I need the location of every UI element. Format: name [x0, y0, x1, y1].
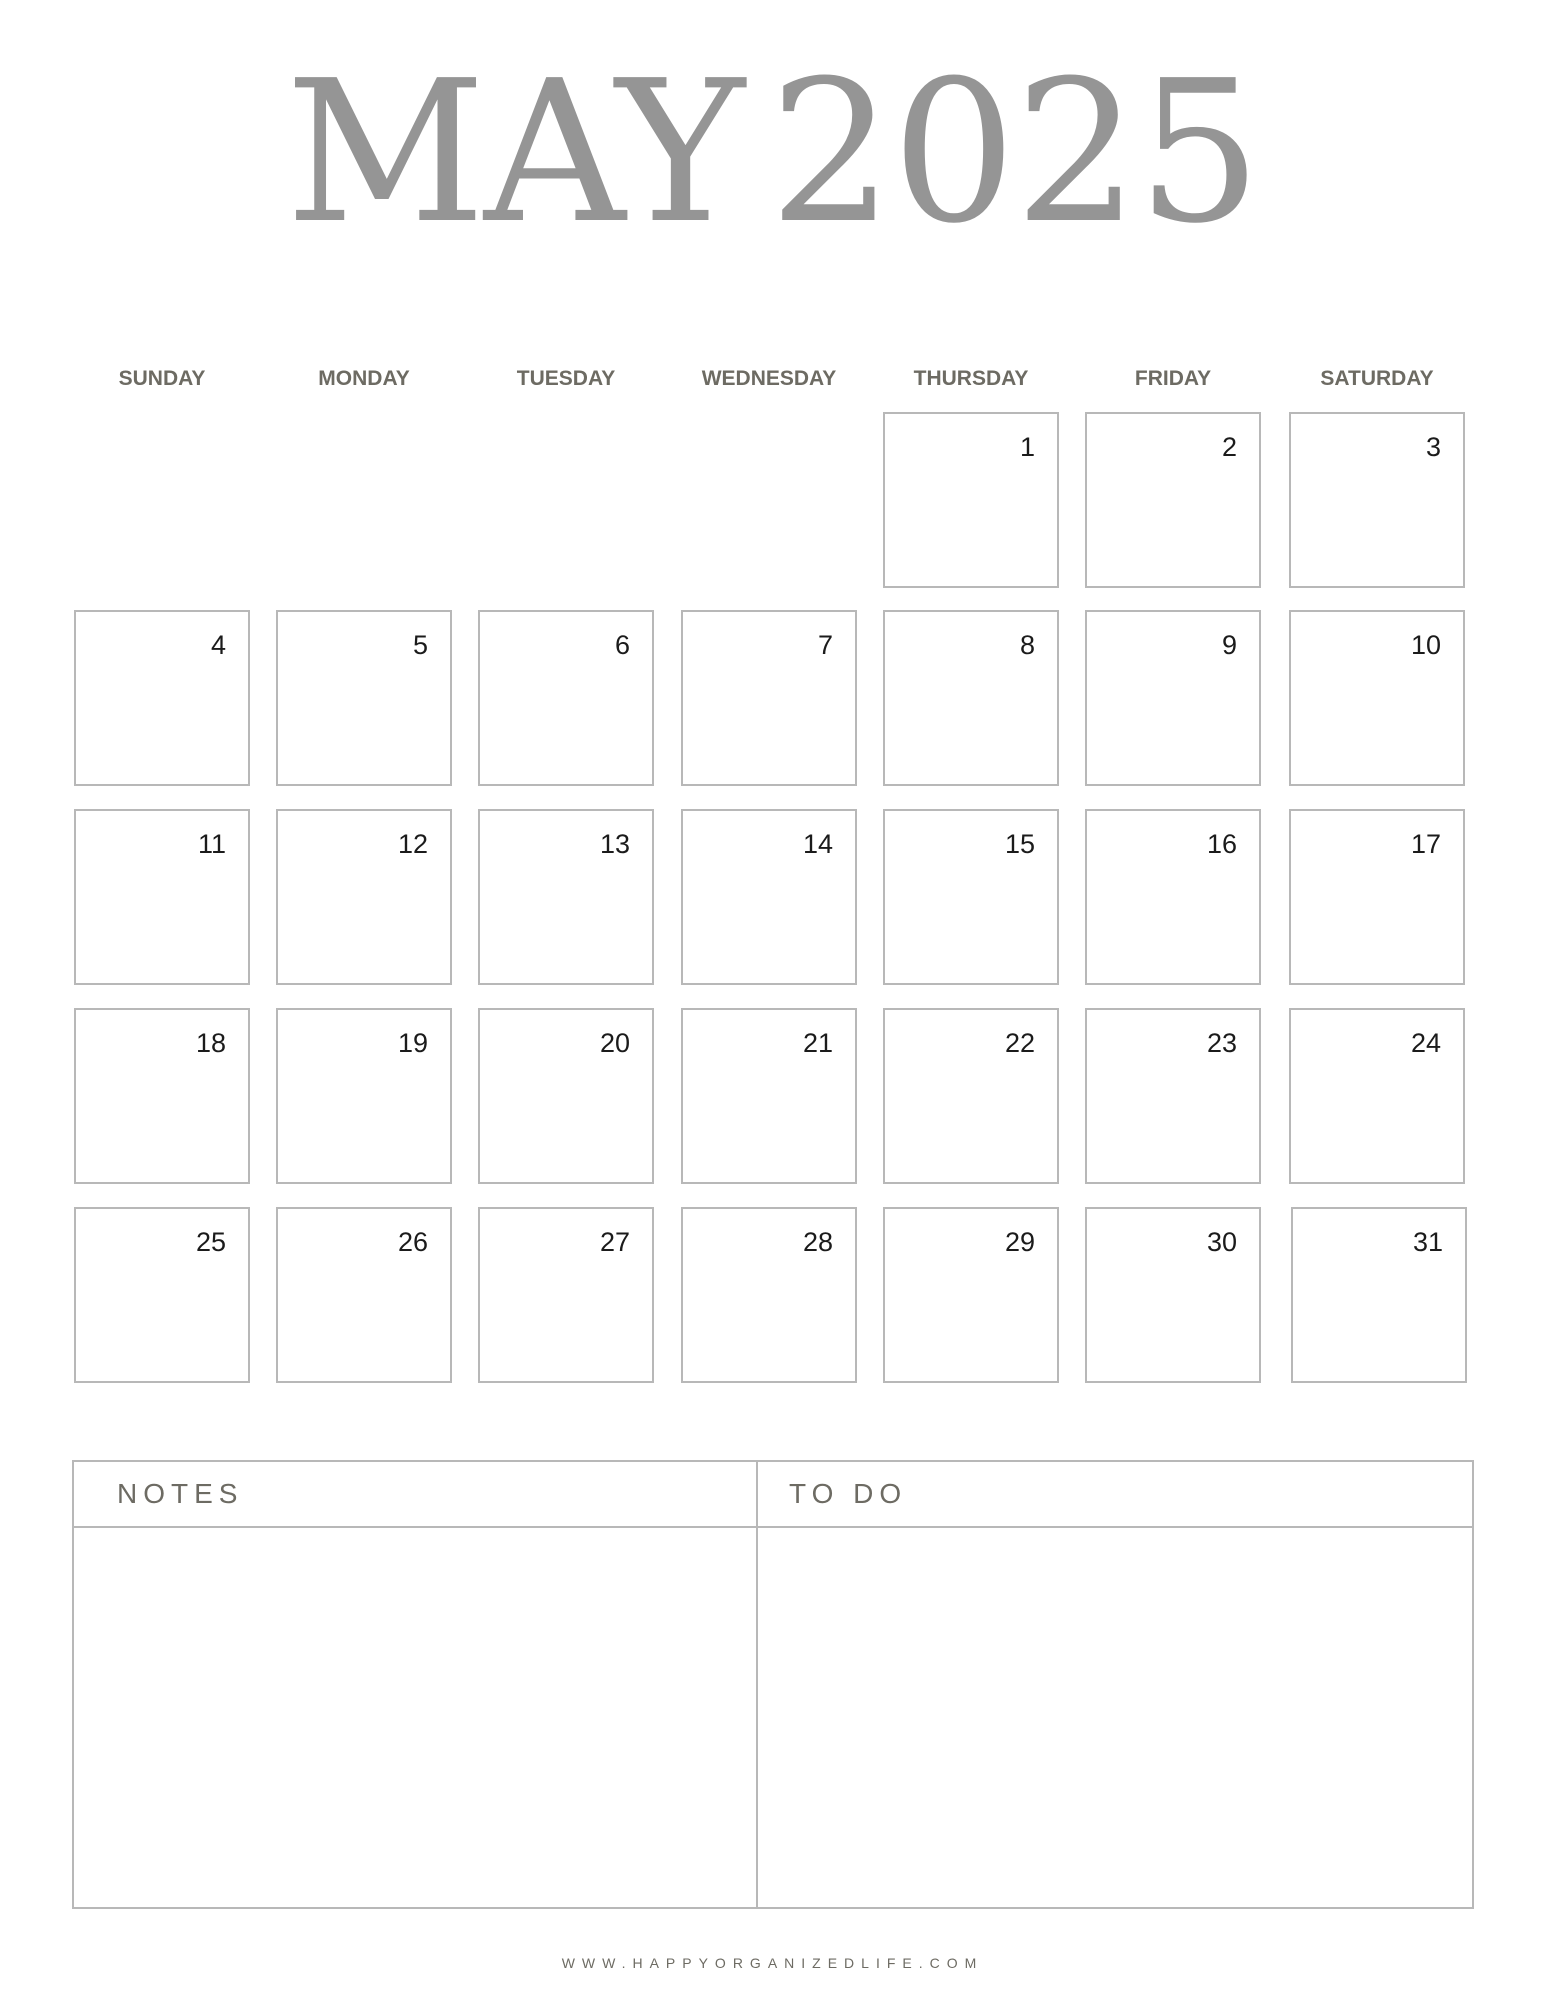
day-number: 28: [802, 1227, 833, 1257]
day-number: 26: [397, 1227, 428, 1257]
notes-label: NOTES: [117, 1478, 244, 1509]
day-number: 27: [599, 1227, 630, 1257]
day-cell[interactable]: [883, 610, 1059, 786]
weekday-monday: MONDAY: [318, 367, 410, 390]
day-number: 24: [1410, 1028, 1441, 1058]
day-cell[interactable]: [883, 1207, 1059, 1383]
panel-header-divider: [74, 1526, 1472, 1528]
day-number: 25: [195, 1227, 226, 1257]
day-number: 3: [1425, 432, 1441, 462]
day-cell[interactable]: [276, 809, 452, 985]
day-number: 13: [599, 829, 630, 859]
weekday-wednesday: WEDNESDAY: [701, 367, 837, 390]
day-number: 8: [1019, 630, 1035, 660]
day-number: 2: [1221, 432, 1237, 462]
day-number: 23: [1206, 1028, 1237, 1058]
day-number: 29: [1004, 1227, 1035, 1257]
day-number: 12: [397, 829, 428, 859]
page-title: [0, 39, 1545, 267]
day-number: 30: [1206, 1227, 1237, 1257]
day-cell[interactable]: [478, 809, 654, 985]
day-number: 11: [197, 829, 226, 859]
day-number: 21: [802, 1028, 833, 1058]
weekday-tuesday: TUESDAY: [516, 367, 616, 390]
day-cell[interactable]: [681, 1008, 857, 1184]
weekday-friday: FRIDAY: [1134, 367, 1212, 390]
day-cell[interactable]: [1289, 1008, 1465, 1184]
day-cell[interactable]: [74, 1008, 250, 1184]
day-cell[interactable]: [276, 1008, 452, 1184]
day-cell[interactable]: [276, 610, 452, 786]
notes-todo-panel: [72, 1460, 1474, 1909]
title-year: 2025: [768, 39, 1260, 267]
day-number: 14: [802, 829, 833, 859]
weekday-saturday: SATURDAY: [1320, 367, 1434, 390]
day-cell[interactable]: [681, 809, 857, 985]
day-number: 4: [210, 630, 226, 660]
day-cell[interactable]: [681, 1207, 857, 1383]
day-cell[interactable]: [681, 610, 857, 786]
day-cell[interactable]: [883, 412, 1059, 588]
day-cell[interactable]: [1289, 412, 1465, 588]
day-cell[interactable]: [1289, 809, 1465, 985]
day-number: 7: [817, 630, 833, 660]
day-number: 10: [1410, 630, 1441, 660]
day-cell[interactable]: [478, 1207, 654, 1383]
title-month: MAY: [285, 39, 743, 267]
day-cell[interactable]: [1085, 1207, 1261, 1383]
day-number: 22: [1004, 1028, 1035, 1058]
day-cell[interactable]: [1085, 412, 1261, 588]
day-number: 17: [1410, 829, 1441, 859]
day-cell[interactable]: [1085, 610, 1261, 786]
day-number: 31: [1412, 1227, 1443, 1257]
day-number: 5: [412, 630, 428, 660]
day-number: 19: [397, 1028, 428, 1058]
day-cell[interactable]: [883, 1008, 1059, 1184]
todo-label: TO DO: [789, 1478, 908, 1509]
day-number: 9: [1221, 630, 1237, 660]
day-cell[interactable]: [1085, 1008, 1261, 1184]
footer-url: WWW.HAPPYORGANIZEDLIFE.COM: [561, 1955, 984, 1971]
day-number: 1: [1019, 432, 1035, 462]
day-number: 15: [1004, 829, 1035, 859]
weekday-sunday: SUNDAY: [118, 367, 206, 390]
day-cell[interactable]: [478, 1008, 654, 1184]
day-cell[interactable]: [883, 809, 1059, 985]
day-cell[interactable]: [276, 1207, 452, 1383]
day-cell[interactable]: [74, 610, 250, 786]
day-cell[interactable]: [1291, 1207, 1467, 1383]
day-number: 16: [1206, 829, 1237, 859]
panel-column-divider: [756, 1462, 758, 1907]
day-cell[interactable]: [1085, 809, 1261, 985]
day-cell[interactable]: [74, 809, 250, 985]
day-number: 20: [599, 1028, 630, 1058]
day-cell[interactable]: [1289, 610, 1465, 786]
weekday-thursday: THURSDAY: [913, 367, 1029, 390]
day-cell[interactable]: [74, 1207, 250, 1383]
day-number: 18: [195, 1028, 226, 1058]
day-number: 6: [614, 630, 630, 660]
day-cell[interactable]: [478, 610, 654, 786]
